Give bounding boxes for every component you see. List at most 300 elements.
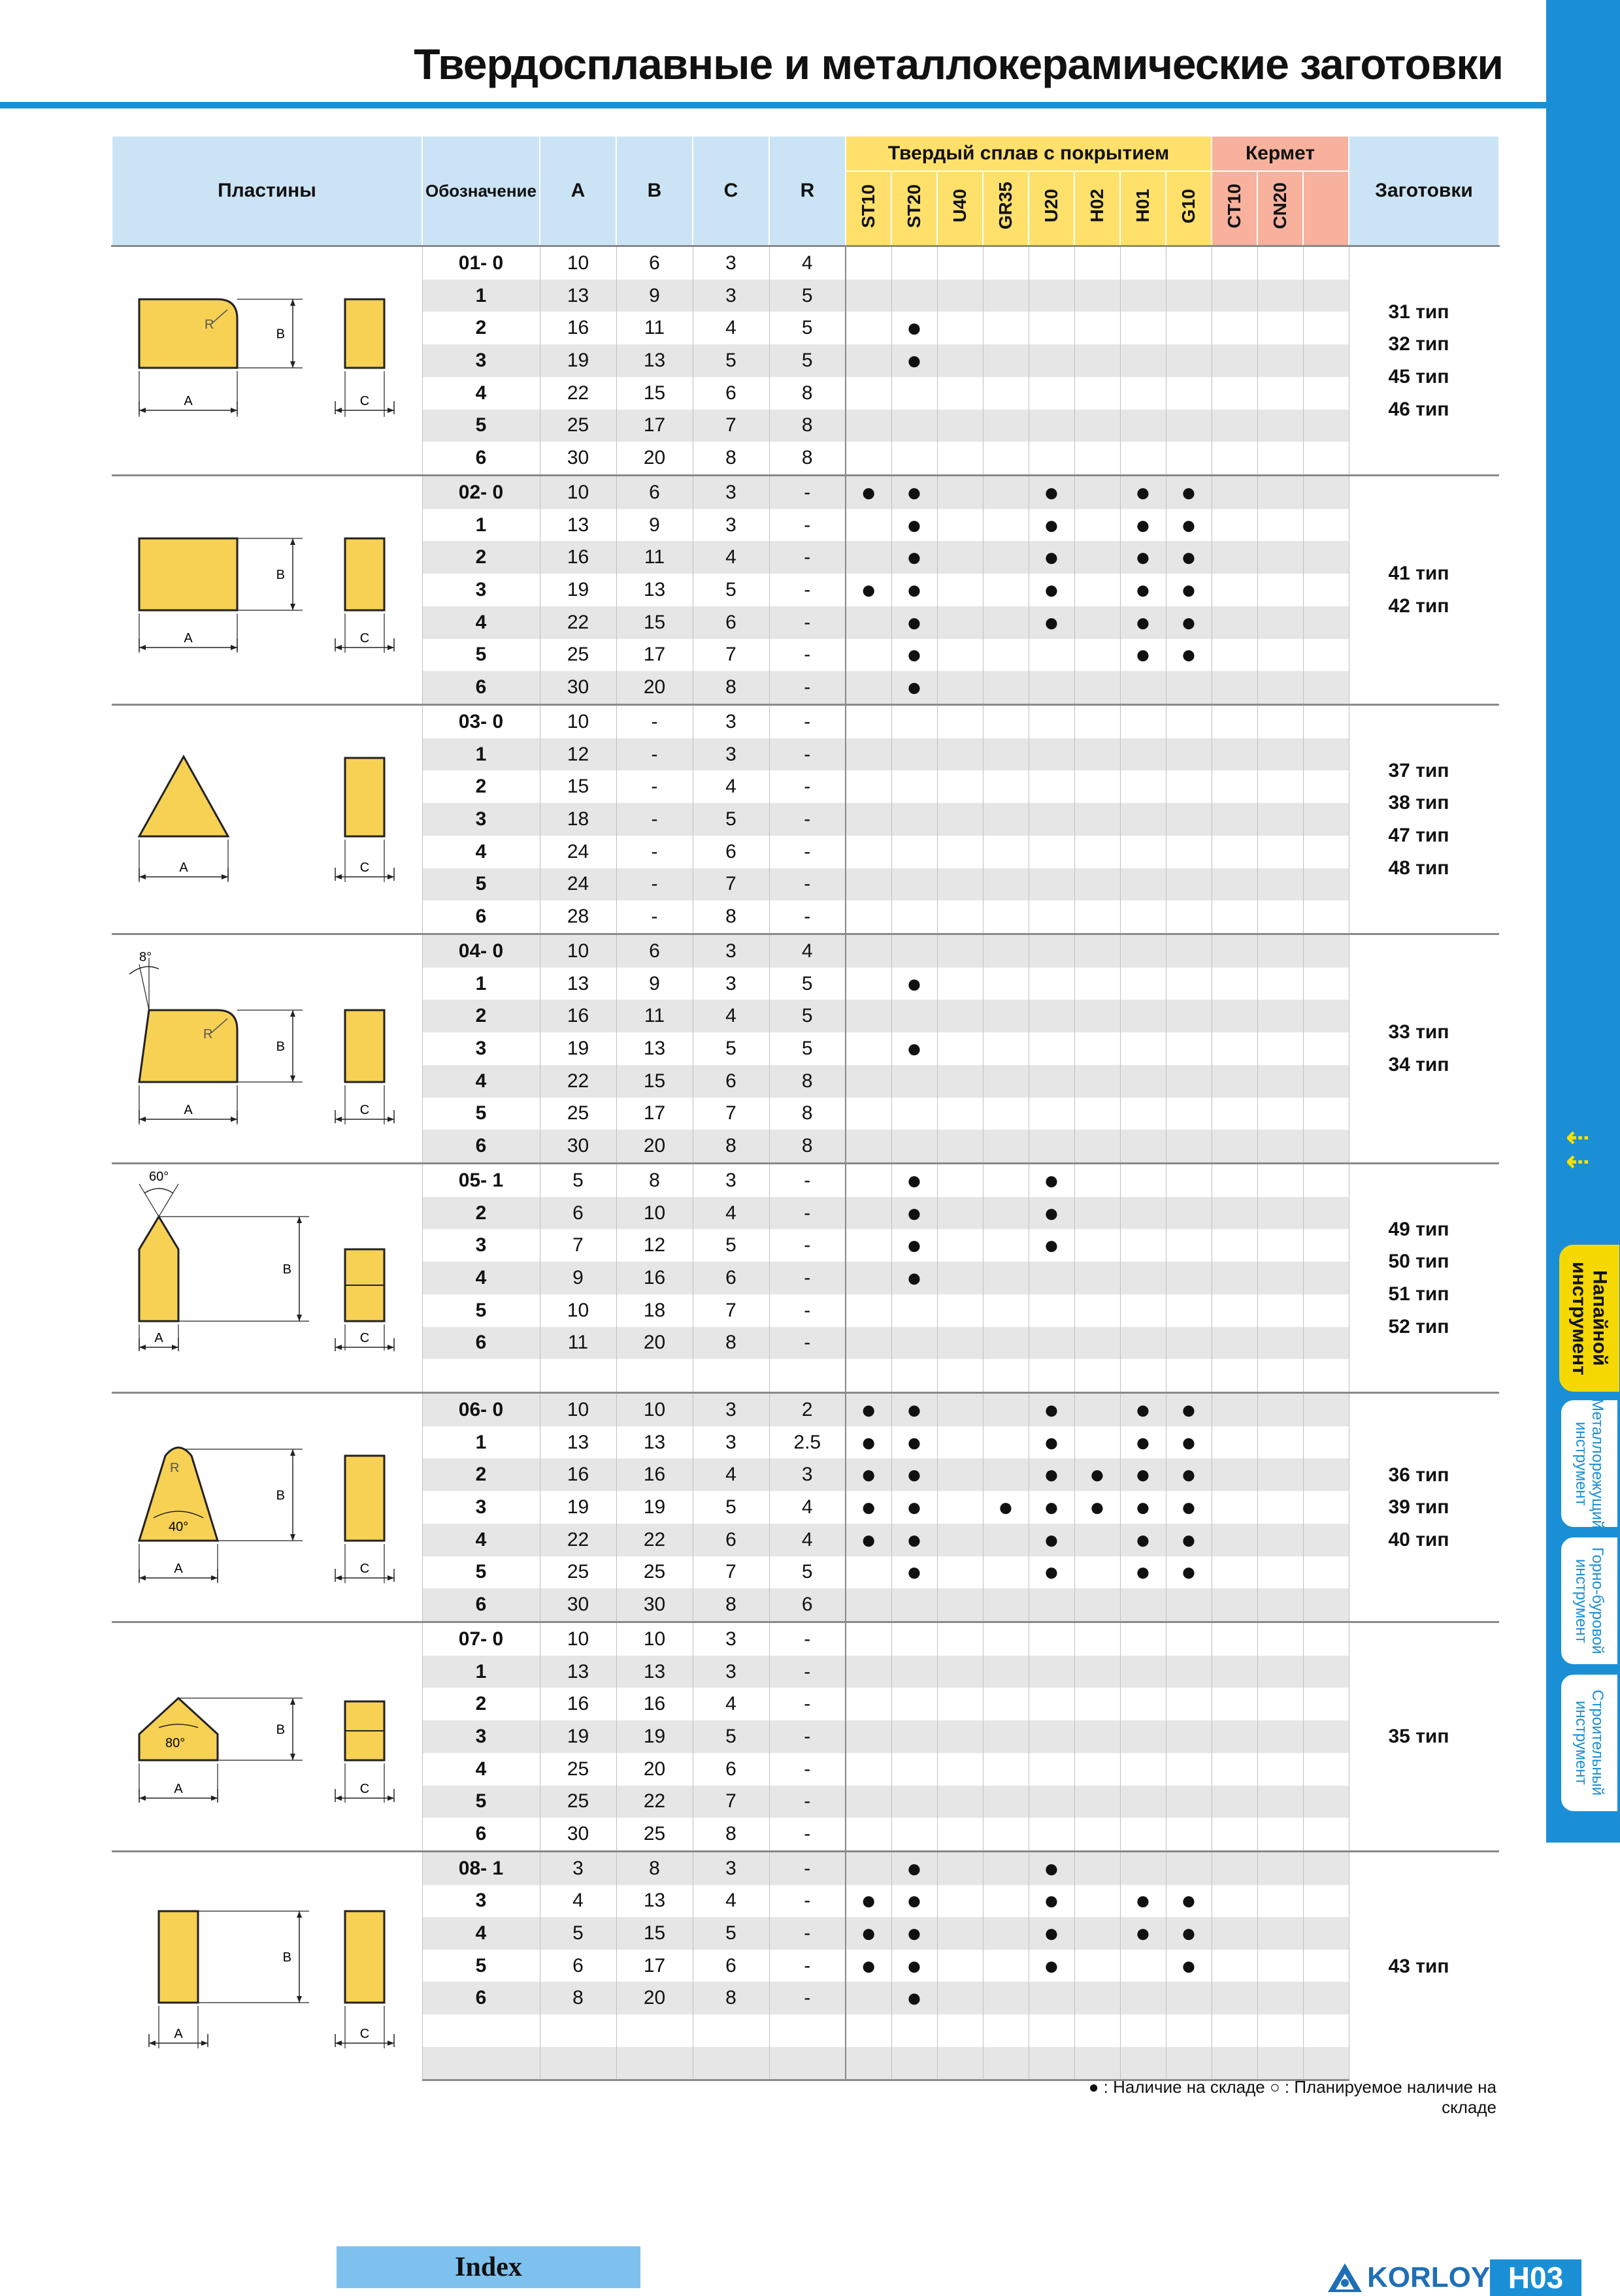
availability-cell (846, 738, 891, 771)
header-plates: Пластины (112, 136, 422, 246)
grade-label: GR35 (995, 182, 1016, 230)
availability-cell: ● (891, 344, 937, 377)
availability-cell (891, 934, 937, 968)
dim-a-cell: 11 (540, 1327, 616, 1360)
dim-r-cell: - (769, 1294, 846, 1327)
availability-cell (1212, 2047, 1257, 2080)
availability-cell (1074, 1098, 1120, 1130)
availability-cell (1029, 836, 1074, 868)
availability-cell (1212, 1622, 1257, 1656)
designation-cell: 6 (422, 1130, 540, 1163)
availability-cell (1074, 1720, 1120, 1753)
availability-cell (1212, 1000, 1257, 1032)
dim-a-cell: 28 (540, 900, 616, 934)
dim-b-cell: 13 (616, 344, 693, 377)
table-row (112, 476, 1499, 509)
dim-a-cell: 5 (540, 1917, 616, 1950)
dim-b-cell (616, 1359, 693, 1392)
availability-cell (1212, 900, 1257, 934)
plate-drawing (112, 705, 422, 934)
availability-cell (983, 868, 1029, 901)
availability-cell (1074, 1197, 1120, 1230)
availability-cell (891, 1688, 937, 1720)
availability-cell (937, 2047, 983, 2080)
availability-cell (1257, 770, 1303, 803)
availability-cell (1029, 1065, 1074, 1098)
plate-shape-icon (113, 476, 420, 698)
dim-c-cell: 4 (693, 1885, 769, 1918)
availability-cell (983, 312, 1029, 344)
dim-r-cell: 3 (769, 1458, 846, 1491)
availability-cell (983, 442, 1029, 475)
header-grade (846, 171, 891, 246)
blank-type-label: 42 тип (1388, 595, 1449, 617)
availability-cell (1303, 1426, 1349, 1459)
availability-cell (983, 1622, 1029, 1656)
availability-cell: ● (891, 606, 937, 639)
svg-text:B: B (276, 1488, 286, 1503)
availability-cell (983, 1294, 1029, 1327)
dim-r-cell: 8 (769, 377, 846, 410)
dim-c-cell: 6 (693, 1065, 769, 1098)
tab-construction-tools[interactable]: Строительный инструмент (1559, 1673, 1619, 1813)
availability-cell (937, 1000, 983, 1032)
dim-a-cell: 24 (540, 836, 616, 868)
availability-cell (1029, 312, 1074, 344)
scroll-down-arrows-icon: ⇣⇣ (1561, 1126, 1593, 1174)
svg-text:C: C (360, 631, 370, 646)
blank-type-label: 37 тип (1388, 759, 1449, 781)
availability-cell (1029, 1688, 1074, 1720)
dim-b-cell: 11 (616, 1000, 693, 1032)
availability-cell (1074, 1786, 1120, 1818)
tab-mining-tools[interactable]: Горно-буровой инструмент (1559, 1535, 1619, 1666)
availability-cell (1303, 1359, 1349, 1392)
dim-b-cell: 19 (616, 1720, 693, 1753)
availability-cell (1120, 2014, 1166, 2047)
availability-cell (937, 1359, 983, 1392)
dim-a-cell: 6 (540, 1950, 616, 1982)
dim-c-cell: 5 (693, 1720, 769, 1753)
availability-cell (1303, 246, 1349, 280)
availability-cell (1074, 1032, 1120, 1065)
dim-c-cell: 8 (693, 671, 769, 704)
availability-cell: ● (1120, 1491, 1166, 1524)
blank-type-label: 52 тип (1388, 1315, 1449, 1337)
blanks-cell (1349, 1622, 1499, 1852)
header-grade (1120, 171, 1166, 246)
svg-text:C: C (360, 1562, 370, 1576)
dim-c-cell: 3 (693, 476, 769, 509)
svg-text:B: B (276, 1040, 286, 1054)
dim-b-cell (616, 2014, 693, 2047)
availability-cell (983, 410, 1029, 442)
dim-b-cell: 9 (616, 509, 693, 542)
dim-c-cell: 6 (693, 1950, 769, 1982)
availability-cell (1120, 671, 1166, 704)
availability-cell: ● (1166, 1524, 1212, 1556)
availability-cell (937, 803, 983, 836)
availability-cell: ● (1029, 574, 1074, 606)
availability-cell (1257, 574, 1303, 606)
availability-cell (1257, 934, 1303, 968)
dim-b-cell: 10 (616, 1622, 693, 1656)
availability-cell (1303, 1229, 1349, 1262)
dim-r-cell: 5 (769, 1556, 846, 1589)
availability-cell (1029, 442, 1074, 475)
availability-cell (1303, 738, 1349, 771)
tab-brazed-tools[interactable]: Напайной инструмент (1559, 1245, 1619, 1392)
availability-cell (1029, 968, 1074, 1000)
availability-cell (1257, 1753, 1303, 1786)
availability-cell (891, 803, 937, 836)
dim-b-cell: 18 (616, 1294, 693, 1327)
availability-cell: ● (1029, 1229, 1074, 1262)
availability-cell: ● (846, 476, 891, 509)
dim-b-cell: 20 (616, 1130, 693, 1163)
availability-cell (1120, 803, 1166, 836)
dim-c-cell: 3 (693, 738, 769, 771)
availability-cell (1029, 377, 1074, 410)
dim-a-cell: 22 (540, 1065, 616, 1098)
availability-cell (1120, 1262, 1166, 1294)
availability-cell (1257, 1917, 1303, 1950)
availability-cell (1303, 1524, 1349, 1556)
dim-c-cell: 6 (693, 836, 769, 868)
designation-cell: 5 (422, 410, 540, 442)
korloy-logo-icon (1327, 2262, 1363, 2293)
availability-cell (1257, 1588, 1303, 1622)
designation-cell: 02- 0 (422, 476, 540, 509)
table-row (112, 246, 1499, 280)
availability-cell (1257, 1524, 1303, 1556)
dim-r-cell: - (769, 1688, 846, 1720)
availability-cell (1074, 1065, 1120, 1098)
availability-cell (1212, 671, 1257, 704)
availability-cell (1257, 1098, 1303, 1130)
availability-cell (1166, 312, 1212, 344)
dim-c-cell: 7 (693, 410, 769, 442)
dim-c-cell: 4 (693, 1688, 769, 1720)
designation-cell: 6 (422, 1982, 540, 2014)
availability-cell (891, 1622, 937, 1656)
availability-cell (983, 1917, 1029, 1950)
dim-r-cell: - (769, 1229, 846, 1262)
availability-cell (937, 377, 983, 410)
svg-text:8°: 8° (139, 950, 152, 964)
availability-cell (1120, 312, 1166, 344)
plate-drawing (112, 1852, 422, 2080)
brand-logo (1327, 2261, 1490, 2295)
page-number: H03 (1490, 2259, 1581, 2296)
dim-a-cell: 25 (540, 1786, 616, 1818)
availability-cell (846, 1229, 891, 1262)
dim-r-cell: - (769, 1885, 846, 1918)
dim-b-cell: 6 (616, 934, 693, 968)
dim-a-cell: 25 (540, 1556, 616, 1589)
availability-cell: ● (1029, 1852, 1074, 1885)
availability-cell (1257, 280, 1303, 312)
plate-shape-icon (113, 935, 420, 1157)
availability-cell: ● (1120, 639, 1166, 672)
availability-cell (983, 639, 1029, 672)
availability-cell (891, 1588, 937, 1622)
availability-cell (1212, 1588, 1257, 1622)
availability-cell (846, 671, 891, 704)
availability-cell (1120, 344, 1166, 377)
availability-cell (1029, 1786, 1074, 1818)
availability-cell (1257, 1622, 1303, 1656)
availability-cell (1212, 1294, 1257, 1327)
availability-cell: ● (846, 574, 891, 606)
availability-cell (846, 509, 891, 542)
availability-cell (1029, 1818, 1074, 1851)
availability-cell (1212, 968, 1257, 1000)
designation-cell: 3 (422, 1229, 540, 1262)
availability-cell (1212, 1950, 1257, 1982)
dim-c-cell: 8 (693, 900, 769, 934)
availability-cell (1303, 1720, 1349, 1753)
availability-cell (1029, 1032, 1074, 1065)
availability-cell (1029, 671, 1074, 704)
header-cermet-group: Кермет (1212, 136, 1349, 171)
dim-b-cell: 20 (616, 1982, 693, 2014)
dim-c-cell: 4 (693, 1197, 769, 1230)
dim-r-cell (769, 2047, 846, 2080)
availability-cell (1029, 1098, 1074, 1130)
availability-cell (891, 1656, 937, 1688)
dim-b-cell: - (616, 900, 693, 934)
designation-cell: 3 (422, 574, 540, 606)
availability-cell (937, 900, 983, 934)
dim-a-cell: 13 (540, 1656, 616, 1688)
designation-cell: 1 (422, 1426, 540, 1459)
availability-cell (1303, 1622, 1349, 1656)
availability-cell (1074, 1656, 1120, 1688)
availability-cell (891, 410, 937, 442)
availability-cell (1257, 639, 1303, 672)
dim-b-cell: 10 (616, 1393, 693, 1426)
svg-text:C: C (360, 1782, 370, 1796)
availability-cell (1257, 1000, 1303, 1032)
availability-cell (937, 509, 983, 542)
brand-name: KORLOY (1367, 2261, 1491, 2293)
availability-cell (846, 705, 891, 738)
dim-c-cell (693, 2014, 769, 2047)
availability-cell (937, 541, 983, 574)
availability-cell (1212, 1852, 1257, 1885)
designation-cell: 2 (422, 1197, 540, 1230)
availability-cell (1120, 377, 1166, 410)
availability-cell (1303, 509, 1349, 542)
availability-cell (1120, 1852, 1166, 1885)
availability-cell (1257, 1130, 1303, 1163)
availability-cell: ● (1074, 1458, 1120, 1491)
dim-a-cell: 30 (540, 442, 616, 475)
plate-drawing (112, 934, 422, 1164)
availability-cell (1257, 671, 1303, 704)
availability-cell (1257, 1065, 1303, 1098)
dim-c-cell (693, 1359, 769, 1392)
dim-a-cell: 19 (540, 1491, 616, 1524)
availability-cell (1166, 1197, 1212, 1230)
availability-cell (937, 1491, 983, 1524)
designation-cell: 3 (422, 1032, 540, 1065)
page-title: Твердосплавные и металлокерамические заготовки (414, 40, 1503, 88)
availability-cell (937, 671, 983, 704)
dim-c-cell: 3 (693, 705, 769, 738)
dim-c-cell: 5 (693, 803, 769, 836)
availability-cell (937, 1229, 983, 1262)
availability-cell (1074, 639, 1120, 672)
dim-r-cell: 4 (769, 1491, 846, 1524)
blanks-cell (1349, 705, 1499, 934)
dim-a-cell (540, 1359, 616, 1392)
availability-cell (1212, 1458, 1257, 1491)
designation-cell: 2 (422, 1688, 540, 1720)
availability-cell (1074, 574, 1120, 606)
availability-cell (983, 1327, 1029, 1360)
availability-cell (1257, 1885, 1303, 1918)
availability-cell (1303, 639, 1349, 672)
blanks-cell (1349, 1164, 1499, 1393)
availability-cell (1166, 836, 1212, 868)
availability-cell (937, 1458, 983, 1491)
dim-b-cell: - (616, 705, 693, 738)
dim-a-cell: 12 (540, 738, 616, 771)
availability-cell (983, 1065, 1029, 1098)
availability-cell (1166, 280, 1212, 312)
svg-text:80°: 80° (165, 1736, 186, 1750)
availability-cell (983, 1753, 1029, 1786)
availability-cell (846, 1359, 891, 1392)
availability-cell (1212, 803, 1257, 836)
dim-b-cell: 15 (616, 606, 693, 639)
availability-cell (891, 1130, 937, 1163)
availability-cell (1257, 868, 1303, 901)
availability-cell (983, 1000, 1029, 1032)
availability-cell (846, 803, 891, 836)
plate-drawing (112, 1393, 422, 1622)
availability-cell (1074, 770, 1120, 803)
dim-b-cell: 17 (616, 1950, 693, 1982)
grade-label: U20 (1041, 189, 1061, 223)
designation-cell: 6 (422, 1327, 540, 1360)
availability-cell: ● (846, 1950, 891, 1982)
availability-cell: ● (1166, 1885, 1212, 1918)
designation-cell: 03- 0 (422, 705, 540, 738)
dim-c-cell: 3 (693, 1164, 769, 1197)
availability-cell (937, 705, 983, 738)
availability-cell (1166, 1622, 1212, 1656)
availability-cell (1166, 1818, 1212, 1851)
dim-r-cell: - (769, 803, 846, 836)
availability-cell (1257, 312, 1303, 344)
availability-cell (1120, 1229, 1166, 1262)
availability-cell (1212, 574, 1257, 606)
plate-shape-icon (113, 706, 420, 928)
availability-cell (1074, 968, 1120, 1000)
availability-cell (1074, 1262, 1120, 1294)
availability-cell (983, 1656, 1029, 1688)
availability-cell (1120, 738, 1166, 771)
availability-cell: ● (891, 509, 937, 542)
availability-cell (1257, 1197, 1303, 1230)
svg-text:B: B (276, 327, 286, 342)
availability-cell (1257, 1164, 1303, 1197)
availability-cell (1212, 1656, 1257, 1688)
availability-cell (1212, 410, 1257, 442)
availability-cell (1257, 1720, 1303, 1753)
blank-type-label: 34 тип (1388, 1054, 1449, 1075)
designation-cell: 4 (422, 377, 540, 410)
dim-r-cell: - (769, 1656, 846, 1688)
title-rule (0, 102, 1546, 108)
dim-a-cell: 7 (540, 1229, 616, 1262)
designation-cell: 5 (422, 1950, 540, 1982)
svg-text:60°: 60° (149, 1170, 169, 1184)
availability-cell (1120, 1720, 1166, 1753)
blanks-cell (1349, 1393, 1499, 1622)
dim-r-cell: - (769, 1852, 846, 1885)
designation-cell: 1 (422, 509, 540, 542)
dim-r-cell: - (769, 1622, 846, 1656)
index-button[interactable]: Index (337, 2246, 640, 2288)
availability-cell (937, 868, 983, 901)
availability-cell (1303, 2047, 1349, 2080)
availability-cell (1166, 1753, 1212, 1786)
availability-cell (983, 1130, 1029, 1163)
availability-cell (1029, 803, 1074, 836)
availability-cell (1212, 1426, 1257, 1459)
availability-cell (937, 344, 983, 377)
availability-cell (1029, 705, 1074, 738)
availability-cell: ● (891, 1917, 937, 1950)
availability-cell (1120, 1588, 1166, 1622)
svg-text:C: C (360, 861, 370, 875)
availability-cell (983, 705, 1029, 738)
availability-cell (937, 968, 983, 1000)
dim-b-cell: 13 (616, 1885, 693, 1918)
availability-cell (1257, 1327, 1303, 1360)
availability-cell (1029, 738, 1074, 771)
svg-text:C: C (360, 1103, 370, 1117)
availability-cell (983, 541, 1029, 574)
header-a: A (540, 136, 616, 246)
availability-cell (1074, 312, 1120, 344)
dim-c-cell: 3 (693, 1622, 769, 1656)
designation-cell: 08- 1 (422, 1852, 540, 1885)
dim-c-cell: 6 (693, 1524, 769, 1556)
availability-cell (983, 476, 1029, 509)
availability-cell (983, 1950, 1029, 1982)
dim-r-cell: 8 (769, 410, 846, 442)
dim-b-cell: 25 (616, 1556, 693, 1589)
availability-cell (1257, 1950, 1303, 1982)
availability-cell: ● (891, 1556, 937, 1589)
blank-type-label: 39 тип (1388, 1496, 1449, 1518)
availability-cell (1120, 1656, 1166, 1688)
dim-c-cell: 3 (693, 968, 769, 1000)
svg-text:B: B (282, 1950, 292, 1965)
tab-cutting-tools[interactable]: Металлорежущий инструмент (1559, 1398, 1619, 1529)
dim-b-cell: 13 (616, 1656, 693, 1688)
availability-cell (1120, 705, 1166, 738)
dim-c-cell: 7 (693, 868, 769, 901)
table-row (112, 1852, 1499, 1885)
availability-cell (846, 1656, 891, 1688)
availability-cell (1303, 1065, 1349, 1098)
